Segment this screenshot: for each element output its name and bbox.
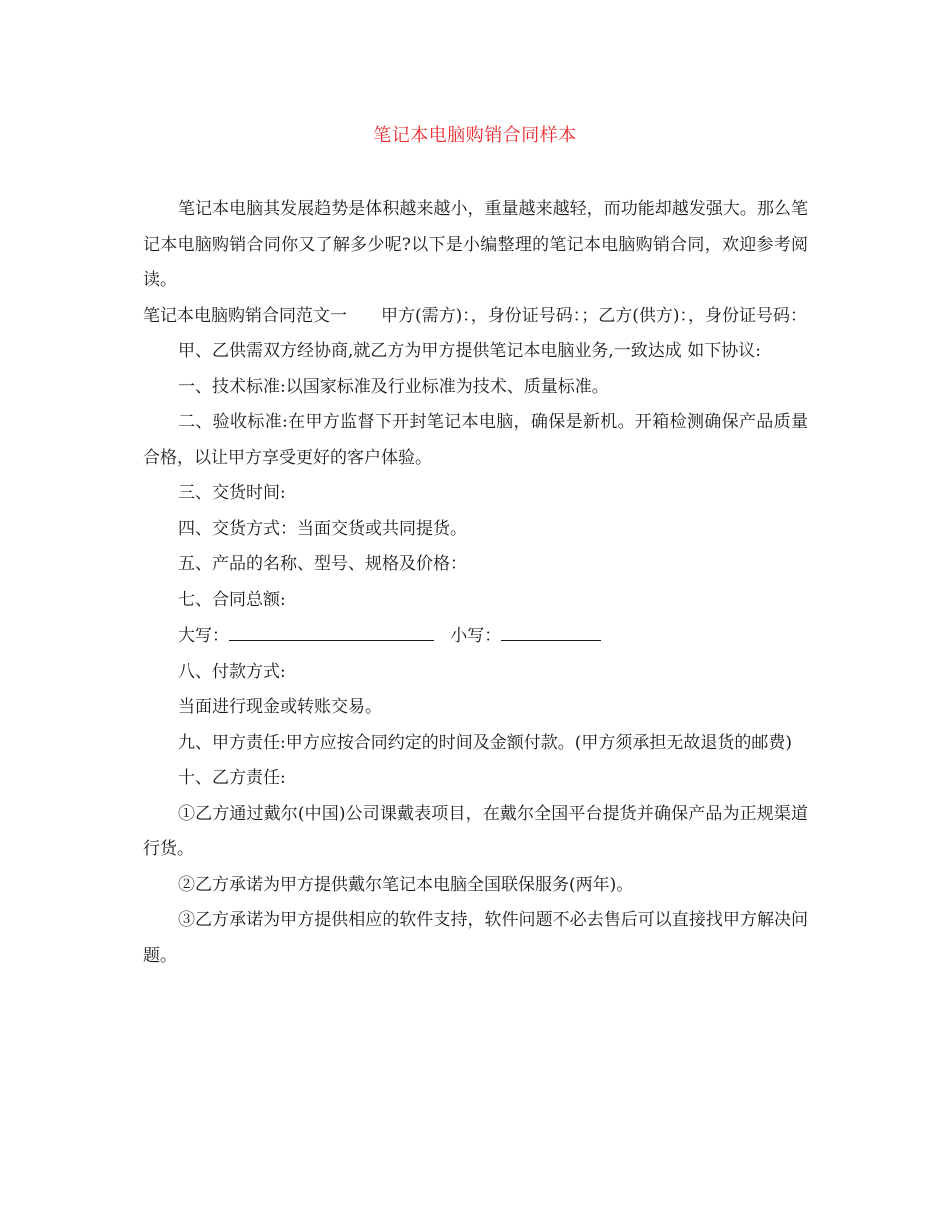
- amount-upper-label: 大写：: [178, 626, 229, 646]
- document-title: 笔记本电脑购销合同样本: [373, 125, 577, 146]
- party-b-duty-3: ③乙方承诺为甲方提供相应的软件支持，软件问题不必去售后可以直接找甲方解决问题。: [143, 910, 808, 966]
- document-body: [143, 192, 808, 974]
- amount-lower-label: 小写：: [450, 626, 502, 646]
- clause-product-info: 五、产品的名称、型号、规格及价格：: [178, 554, 467, 574]
- intro-paragraph: 笔记本电脑其发展趋势是体积越来越小，重量越来越轻，而功能却越发强大。那么笔记本电脑购销合同你又了解多少呢?以下是小编整理的笔记本电脑购销合同，欢迎参考阅读。: [143, 199, 808, 290]
- clause-contract-total: 七、合同总额:: [178, 589, 286, 610]
- amount-lower-blank: [501, 618, 601, 641]
- parties-paragraph: 笔记本电脑购销合同范文一 甲方(需方)：，身份证号码：；乙方(供方)：，身份证号码：: [143, 305, 808, 326]
- payment-detail: 当面进行现金或转账交易。: [178, 697, 382, 717]
- agreement-paragraph: 甲、乙供需双方经协商,就乙方为甲方提供笔记本电脑业务,一致达成 如下协议:: [178, 341, 761, 361]
- clause-party-b-duty: 十、乙方责任:: [178, 768, 286, 788]
- clause-technical-standard: 一、技术标准:以国家标准及行业标准为技术、质量标准。: [178, 376, 609, 397]
- party-b-duty-2: ②乙方承诺为甲方提供戴尔笔记本电脑全国联保服务(两年)。: [178, 874, 634, 895]
- clause-payment-method: 八、付款方式:: [178, 661, 286, 682]
- amount-line: [143, 618, 808, 655]
- party-b-duty-1: ①乙方通过戴尔(中国)公司课戴表项目，在戴尔全国平台提货并确保产品为正规渠道行货。: [143, 803, 808, 859]
- clause-delivery-method: 四、交货方式：当面交货或共同提货。: [178, 518, 467, 539]
- clause-acceptance-standard: 二、验收标准:在甲方监督下开封笔记本电脑，确保是新机。开箱检测确保产品质量合格，以让甲方享受更好的客户体验。: [143, 412, 808, 468]
- amount-upper-blank: [229, 618, 434, 641]
- clause-delivery-time: 三、交货时间:: [178, 483, 286, 503]
- clause-party-a-duty: 九、甲方责任:甲方应按合同约定的时间及金额付款。(甲方须承担无故退货的邮费): [178, 732, 792, 753]
